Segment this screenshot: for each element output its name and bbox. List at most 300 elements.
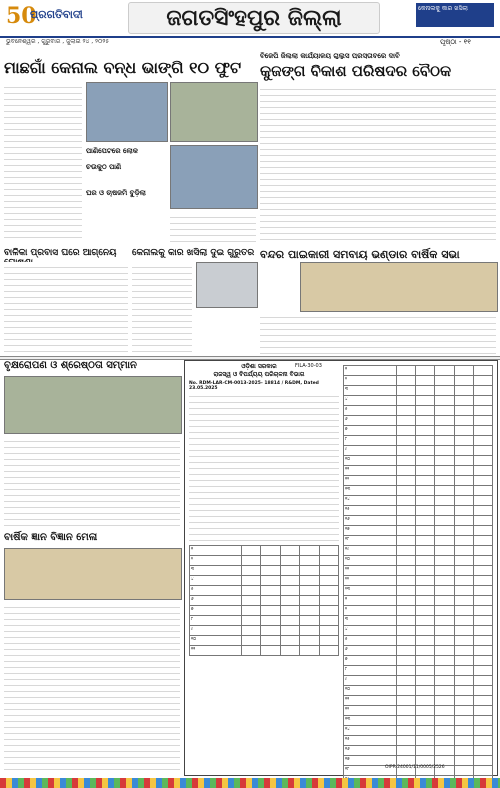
table-cell: [300, 646, 319, 656]
article-body-hostel: [4, 262, 128, 354]
table-cell: [241, 546, 260, 556]
table-cell: [473, 386, 492, 396]
table-cell: [435, 366, 454, 376]
table-cell: [416, 396, 435, 406]
table-cell: [473, 556, 492, 566]
ad-title-govt: ଓଡ଼ିଶା ସରକାର: [241, 363, 277, 370]
ad-table-right: [343, 365, 493, 786]
ad-table-left: [189, 545, 339, 656]
table-row: [344, 646, 493, 656]
table-cell: [396, 706, 415, 716]
table-cell: [435, 426, 454, 436]
table-cell: [396, 736, 415, 746]
table-cell: ୧୧: [190, 646, 242, 656]
table-cell: [454, 736, 473, 746]
table-cell: [416, 366, 435, 376]
table-row: [190, 606, 339, 616]
table-cell: [473, 436, 492, 446]
table-row: [344, 366, 493, 376]
table-row: [344, 446, 493, 456]
table-row: [190, 616, 339, 626]
table-cell: [473, 696, 492, 706]
table-row: [344, 506, 493, 516]
table-cell: [473, 576, 492, 586]
table-cell: [473, 656, 492, 666]
table-cell: [473, 716, 492, 726]
table-cell: [473, 396, 492, 406]
table-cell: [416, 576, 435, 586]
damage-photo: [170, 145, 258, 209]
table-cell: [416, 456, 435, 466]
table-cell: ୬: [344, 416, 397, 426]
table-cell: [473, 596, 492, 606]
table-cell: [435, 696, 454, 706]
table-cell: ୧: [344, 596, 397, 606]
table-cell: [416, 656, 435, 666]
table-cell: [300, 596, 319, 606]
table-cell: [473, 486, 492, 496]
table-cell: [396, 586, 415, 596]
table-cell: [396, 746, 415, 756]
table-row: [344, 466, 493, 476]
table-cell: [435, 486, 454, 496]
table-cell: [416, 516, 435, 526]
table-cell: [319, 646, 339, 656]
table-cell: [435, 546, 454, 556]
table-cell: [261, 596, 280, 606]
table-cell: ୨୧: [344, 566, 397, 576]
ad-notice-number: No. RDM-LAR-CM-0013-2025- 18814 / R&DM, Dated 23.05.2025: [189, 381, 319, 391]
table-cell: [300, 546, 319, 556]
table-cell: [435, 386, 454, 396]
table-cell: ୬: [190, 596, 242, 606]
table-cell: [454, 506, 473, 516]
table-cell: [454, 366, 473, 376]
table-cell: ୧୧: [344, 466, 397, 476]
table-cell: [396, 616, 415, 626]
table-cell: [241, 606, 260, 616]
table-cell: [261, 636, 280, 646]
table-row: [190, 556, 339, 566]
table-cell: [435, 556, 454, 566]
table-cell: [396, 526, 415, 536]
table-cell: [454, 676, 473, 686]
table-row: [344, 696, 493, 706]
table-cell: [300, 576, 319, 586]
table-cell: ୧୬: [344, 746, 397, 756]
table-cell: [454, 616, 473, 626]
table-cell: ୫: [344, 636, 397, 646]
table-cell: [416, 596, 435, 606]
table-cell: [396, 436, 415, 446]
table-cell: [416, 556, 435, 566]
table-cell: [454, 396, 473, 406]
table-cell: [396, 396, 415, 406]
table-cell: [396, 606, 415, 616]
table-cell: [319, 586, 339, 596]
side-head-3: ଘର ଓ ଚାଷଜମି ବୁଡ଼ିଲା: [86, 188, 146, 197]
table-cell: [396, 646, 415, 656]
table-cell: ୧୯: [344, 546, 397, 556]
table-cell: [416, 426, 435, 436]
table-cell: [454, 626, 473, 636]
table-cell: ୩: [344, 386, 397, 396]
table-cell: [454, 636, 473, 646]
table-row: [190, 636, 339, 646]
table-cell: ୨୩: [344, 586, 397, 596]
table-cell: [473, 546, 492, 556]
color-registration-bar: [0, 778, 500, 788]
table-cell: [473, 726, 492, 736]
table-cell: [473, 526, 492, 536]
table-row: [344, 526, 493, 536]
table-cell: [416, 506, 435, 516]
table-cell: [416, 496, 435, 506]
headline-canal-breach: ମାଛଗାଁ କେନାଲ ବନ୍ଧ ଭାଙ୍ଗି ୧୦ ଫୁଟ: [4, 58, 242, 77]
table-cell: [435, 576, 454, 586]
brand-name: ପ୍ରଗତିବାଦୀ: [30, 8, 83, 21]
table-cell: [261, 626, 280, 636]
table-cell: [435, 376, 454, 386]
table-cell: ୧: [344, 366, 397, 376]
table-cell: ୨୦: [344, 556, 397, 566]
table-cell: [473, 406, 492, 416]
table-cell: [435, 526, 454, 536]
table-cell: [300, 556, 319, 566]
table-cell: [416, 386, 435, 396]
table-cell: [280, 576, 299, 586]
table-cell: [473, 466, 492, 476]
table-cell: [319, 636, 339, 646]
plantation-photo: [4, 376, 182, 434]
table-cell: [454, 466, 473, 476]
table-cell: ୪: [344, 626, 397, 636]
table-cell: [454, 436, 473, 446]
table-cell: [280, 556, 299, 566]
table-cell: [416, 676, 435, 686]
table-cell: [454, 596, 473, 606]
table-cell: [435, 506, 454, 516]
table-cell: ୬: [344, 646, 397, 656]
table-cell: [454, 426, 473, 436]
table-row: [344, 386, 493, 396]
table-cell: [473, 426, 492, 436]
table-cell: [416, 706, 435, 716]
table-cell: [435, 686, 454, 696]
table-cell: [435, 446, 454, 456]
table-cell: ୨: [190, 556, 242, 566]
table-cell: [300, 606, 319, 616]
table-row: [344, 626, 493, 636]
table-row: [344, 416, 493, 426]
table-cell: ୧୩: [344, 716, 397, 726]
table-cell: [454, 656, 473, 666]
table-cell: [416, 756, 435, 766]
table-cell: [241, 626, 260, 636]
table-cell: [416, 466, 435, 476]
table-cell: [473, 626, 492, 636]
table-cell: [319, 606, 339, 616]
table-cell: ୧୪: [344, 726, 397, 736]
table-cell: [435, 586, 454, 596]
table-cell: [396, 656, 415, 666]
table-cell: [435, 416, 454, 426]
table-cell: [241, 616, 260, 626]
table-cell: [454, 576, 473, 586]
table-cell: [416, 616, 435, 626]
table-cell: ୭: [190, 606, 242, 616]
table-cell: [396, 696, 415, 706]
table-cell: [241, 586, 260, 596]
table-cell: [435, 706, 454, 716]
table-cell: [454, 486, 473, 496]
table-cell: [319, 616, 339, 626]
table-cell: [280, 546, 299, 556]
table-cell: [280, 586, 299, 596]
table-cell: [435, 496, 454, 506]
table-cell: [473, 686, 492, 696]
table-cell: [396, 496, 415, 506]
table-row: [344, 616, 493, 626]
table-cell: [435, 536, 454, 546]
table-cell: [241, 596, 260, 606]
table-cell: [435, 756, 454, 766]
table-cell: [473, 366, 492, 376]
table-cell: [261, 606, 280, 616]
top-teaser-box: କେନାଲକୁ କାର ଖସିଲା: [416, 3, 494, 27]
table-cell: [416, 666, 435, 676]
table-cell: [319, 546, 339, 556]
table-cell: [396, 376, 415, 386]
article-body-accident: [132, 262, 192, 354]
table-cell: [280, 606, 299, 616]
table-cell: [473, 646, 492, 656]
table-row: [190, 576, 339, 586]
table-cell: [241, 576, 260, 586]
table-row: [344, 666, 493, 676]
meeting-photo: [300, 262, 498, 312]
table-cell: ୮: [190, 616, 242, 626]
table-row: [344, 636, 493, 646]
table-cell: [473, 536, 492, 546]
table-cell: [435, 636, 454, 646]
ad-title-dept: ରାଜସ୍ୱ ଓ ବିପର୍ଯ୍ୟୟ ପରିଚାଳନା ବିଭାଗ: [213, 371, 305, 378]
table-cell: [396, 456, 415, 466]
table-cell: [280, 626, 299, 636]
table-cell: ୪: [344, 396, 397, 406]
ad-code: FILA-30-03: [295, 363, 322, 369]
table-cell: [261, 556, 280, 566]
article-body-col1: [4, 82, 82, 242]
table-row: [344, 586, 493, 596]
table-cell: [396, 536, 415, 546]
table-cell: [416, 446, 435, 456]
dateline: ଭୁବନେଶ୍ୱର , ଗୁରୁବାର , ଜୁଲାଇ ୨୪ , ୨୦୨୫: [6, 38, 110, 45]
table-cell: [280, 616, 299, 626]
table-cell: [261, 646, 280, 656]
table-cell: [416, 376, 435, 386]
table-cell: [473, 756, 492, 766]
table-cell: [396, 486, 415, 496]
table-cell: [473, 506, 492, 516]
table-cell: [454, 716, 473, 726]
table-cell: [435, 666, 454, 676]
table-cell: [454, 686, 473, 696]
table-cell: [473, 496, 492, 506]
table-cell: [473, 766, 492, 776]
ad-footer-code: OIPR-24001/11/0005/2526: [385, 765, 445, 770]
side-head-2: ଚଉକୁଠ ପାଣି: [86, 162, 122, 171]
govt-notice-ad: [184, 360, 498, 776]
table-cell: ୧୦: [344, 686, 397, 696]
article-body-cooperative: [260, 312, 496, 354]
table-cell: [319, 566, 339, 576]
table-cell: [473, 636, 492, 646]
table-cell: [454, 446, 473, 456]
table-cell: [416, 416, 435, 426]
table-cell: [416, 646, 435, 656]
table-cell: [261, 616, 280, 626]
table-cell: ୩: [344, 616, 397, 626]
table-cell: [454, 406, 473, 416]
ad-left-table: [189, 545, 339, 656]
headline-car-accident: କେନାଲକୁ କାର ଖସିଲା ଦୁଇ ଗୁରୁତର: [132, 248, 255, 258]
table-cell: ୧୮: [344, 536, 397, 546]
headline-science-fair: ବାର୍ଷିକ ଜ୍ଞାନ ବିଜ୍ଞାନ ମେଳା: [4, 532, 98, 543]
table-cell: [473, 746, 492, 756]
table-row: [344, 716, 493, 726]
table-cell: ୧୧: [344, 696, 397, 706]
table-cell: [454, 756, 473, 766]
table-cell: ୯: [344, 446, 397, 456]
table-cell: ୨: [344, 376, 397, 386]
table-cell: [435, 716, 454, 726]
table-cell: [454, 376, 473, 386]
table-cell: [435, 406, 454, 416]
table-cell: [454, 696, 473, 706]
table-cell: [300, 616, 319, 626]
table-cell: [396, 406, 415, 416]
table-cell: [416, 716, 435, 726]
table-cell: [300, 636, 319, 646]
table-cell: [454, 386, 473, 396]
table-cell: [454, 666, 473, 676]
table-cell: [416, 636, 435, 646]
table-cell: [435, 566, 454, 576]
table-cell: [435, 736, 454, 746]
table-row: [344, 656, 493, 666]
table-cell: [435, 596, 454, 606]
table-cell: [396, 596, 415, 606]
table-cell: [454, 516, 473, 526]
anniversary-logo: 50: [6, 3, 37, 29]
table-cell: [300, 566, 319, 576]
table-cell: [241, 646, 260, 656]
table-cell: [241, 636, 260, 646]
table-cell: [261, 566, 280, 576]
table-row: [344, 596, 493, 606]
table-cell: [454, 496, 473, 506]
table-cell: [454, 646, 473, 656]
table-cell: [454, 476, 473, 486]
table-cell: [416, 606, 435, 616]
headline-girls-hostel: ବାଳିକା ପ୍ରବାସ ଘରେ ଆଗ୍ନେୟ: [4, 248, 117, 258]
table-cell: [261, 586, 280, 596]
table-row: [344, 406, 493, 416]
table-cell: [416, 406, 435, 416]
table-cell: [416, 476, 435, 486]
table-row: [344, 476, 493, 486]
article-body-kujang: [260, 84, 496, 244]
article-body-fair: [4, 602, 180, 774]
table-cell: [396, 566, 415, 576]
table-cell: [435, 726, 454, 736]
ad-right-table: [343, 365, 493, 786]
headline-tree-plantation: ବୃକ୍ଷରୋପଣ ଓ ଶ୍ରେଷ୍ଠତା ସମ୍ମାନ: [4, 360, 137, 371]
table-cell: [241, 556, 260, 566]
table-cell: [396, 626, 415, 636]
table-cell: [435, 626, 454, 636]
table-cell: [416, 566, 435, 576]
table-cell: ୧୭: [344, 526, 397, 536]
table-cell: [473, 706, 492, 716]
table-row: [344, 556, 493, 566]
table-row: [344, 736, 493, 746]
masthead-bar: [0, 0, 500, 38]
ad-body-text: [189, 391, 339, 541]
table-cell: [396, 466, 415, 476]
table-cell: [416, 736, 435, 746]
table-cell: [396, 636, 415, 646]
table-cell: [473, 586, 492, 596]
table-cell: ୧୨: [344, 706, 397, 716]
table-cell: [473, 736, 492, 746]
article-body-plantation: [4, 436, 180, 528]
table-cell: [396, 716, 415, 726]
table-cell: [454, 546, 473, 556]
table-cell: [454, 536, 473, 546]
table-cell: [454, 726, 473, 736]
table-cell: [435, 656, 454, 666]
table-cell: [454, 456, 473, 466]
table-cell: ୧୭: [344, 756, 397, 766]
table-row: [344, 746, 493, 756]
table-cell: ୯: [190, 626, 242, 636]
table-cell: [416, 586, 435, 596]
table-cell: [396, 506, 415, 516]
table-row: [344, 606, 493, 616]
table-cell: [473, 666, 492, 676]
table-cell: [416, 686, 435, 696]
table-cell: [454, 526, 473, 536]
table-cell: [396, 386, 415, 396]
table-cell: [473, 456, 492, 466]
table-cell: [454, 746, 473, 756]
table-cell: [396, 426, 415, 436]
table-cell: [300, 626, 319, 636]
table-cell: ୧୮: [344, 766, 397, 776]
table-cell: [416, 726, 435, 736]
headline-kujang-council: କୁଜଙ୍ଗ ବିକାଶ ପରିଷଦର ବୈଠକ: [260, 62, 452, 80]
table-cell: [396, 516, 415, 526]
article-body-col3: [170, 212, 256, 244]
table-row: [344, 686, 493, 696]
table-cell: [416, 526, 435, 536]
table-cell: [396, 686, 415, 696]
side-head-1: ପାଣିପେଟରେ ଲୋକ: [86, 146, 138, 155]
car-photo: [196, 262, 258, 308]
table-row: [344, 396, 493, 406]
